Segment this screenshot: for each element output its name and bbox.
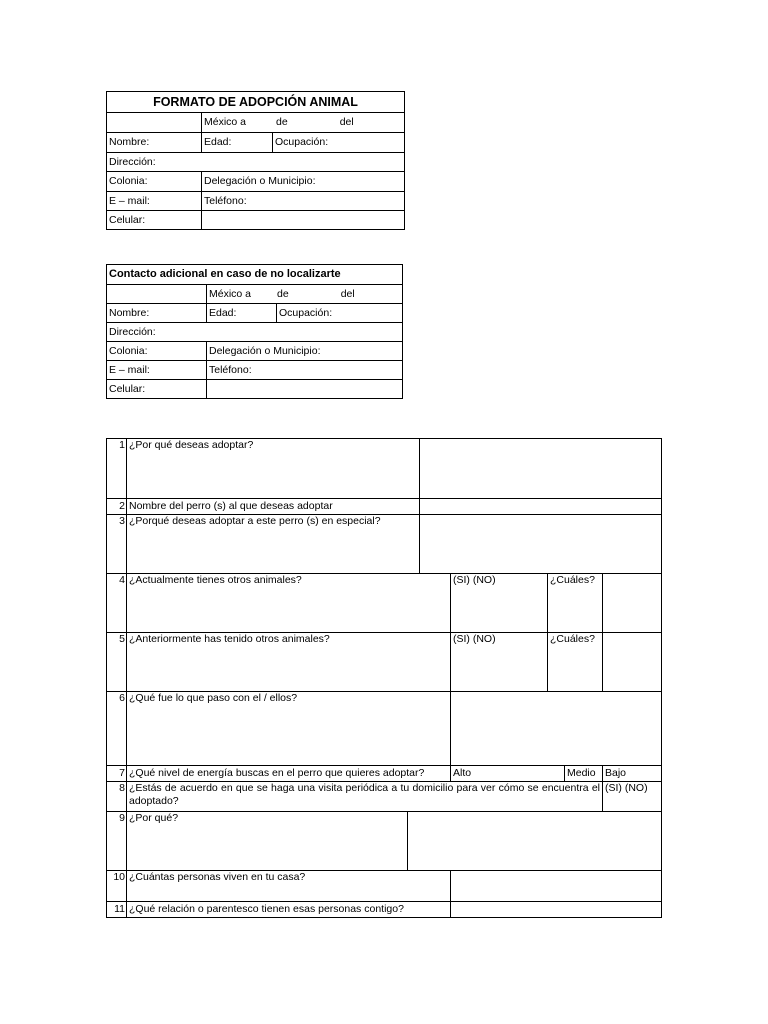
ocupacion-label[interactable]: Ocupación: (273, 133, 405, 153)
question-number: 1 (107, 439, 127, 499)
date-mexico-label: México a (209, 287, 252, 300)
question-number: 4 (107, 574, 127, 633)
question-number: 5 (107, 633, 127, 692)
answer-field[interactable] (420, 439, 662, 499)
question-text: ¿Anteriormente has tenido otros animales? (127, 633, 451, 692)
date-de-label: de (276, 116, 288, 128)
question-number: 6 (107, 692, 127, 766)
question-number: 11 (107, 902, 127, 918)
which-label: ¿Cuáles? (548, 633, 603, 692)
adoption-form-table (106, 91, 405, 230)
question-number: 3 (107, 515, 127, 574)
additional-contact-table (106, 264, 403, 399)
yes-no-choice[interactable]: (SI) (NO) (451, 574, 548, 633)
question-text: ¿Qué fue lo que paso con el / ellos? (127, 692, 451, 766)
email-label[interactable]: E – mail: (107, 192, 202, 211)
answer-field[interactable] (451, 692, 662, 766)
date-line (207, 285, 403, 304)
date-del-label: del (340, 287, 355, 300)
direccion-label[interactable]: Dirección: (107, 323, 403, 342)
edad-label[interactable]: Edad: (207, 304, 277, 323)
energy-bajo-option[interactable]: Bajo (603, 766, 662, 782)
question-number: 2 (107, 499, 127, 515)
colonia-label[interactable]: Colonia: (107, 342, 207, 361)
nombre-label[interactable]: Nombre: (107, 304, 207, 323)
question-text: ¿Por qué deseas adoptar? (127, 439, 420, 499)
form-title: FORMATO DE ADOPCIÓN ANIMAL (107, 92, 405, 113)
answer-field[interactable] (603, 574, 662, 633)
edad-label[interactable]: Edad: (202, 133, 273, 153)
question-text: ¿Por qué? (127, 812, 408, 871)
nombre-label[interactable]: Nombre: (107, 133, 202, 153)
celular-label[interactable]: Celular: (107, 211, 202, 230)
colonia-label[interactable]: Colonia: (107, 172, 202, 192)
answer-field[interactable] (420, 515, 662, 574)
question-number: 9 (107, 812, 127, 871)
blank-cell (107, 113, 202, 133)
questionnaire-table (106, 438, 662, 918)
answer-field[interactable] (451, 871, 662, 902)
date-mexico-label: México a (204, 116, 247, 128)
question-text: ¿Estás de acuerdo en que se haga una visita periódica a tu domicilio para ver cómo se encuentra el adoptado? (127, 782, 603, 812)
question-number: 10 (107, 871, 127, 902)
celular-field[interactable] (202, 211, 405, 230)
direccion-label[interactable]: Dirección: (107, 153, 405, 172)
answer-field[interactable] (603, 633, 662, 692)
celular-field[interactable] (207, 380, 403, 399)
ocupacion-label[interactable]: Ocupación: (277, 304, 403, 323)
question-text: ¿Porqué deseas adoptar a este perro (s) en especial? (127, 515, 420, 574)
yes-no-choice[interactable]: (SI) (NO) (603, 782, 662, 812)
blank-cell (107, 285, 207, 304)
telefono-label[interactable]: Teléfono: (202, 192, 405, 211)
delegacion-label[interactable]: Delegación o Municipio: (207, 342, 403, 361)
which-label: ¿Cuáles? (548, 574, 603, 633)
date-del-label: del (339, 116, 354, 128)
additional-contact-title: Contacto adicional en caso de no localizarte (107, 265, 403, 285)
question-text: ¿Actualmente tienes otros animales? (127, 574, 451, 633)
delegacion-label[interactable]: Delegación o Municipio: (202, 172, 405, 192)
date-line (202, 113, 405, 133)
answer-field[interactable] (420, 499, 662, 515)
question-text: Nombre del perro (s) al que deseas adoptar (127, 499, 420, 515)
answer-field[interactable] (408, 812, 662, 871)
telefono-label[interactable]: Teléfono: (207, 361, 403, 380)
email-label[interactable]: E – mail: (107, 361, 207, 380)
yes-no-choice[interactable]: (SI) (NO) (451, 633, 548, 692)
question-number: 8 (107, 782, 127, 812)
date-de-label: de (277, 287, 289, 300)
energy-medio-option[interactable]: Medio (565, 766, 603, 782)
celular-label[interactable]: Celular: (107, 380, 207, 399)
question-text: ¿Qué relación o parentesco tienen esas personas contigo? (127, 902, 451, 918)
question-text: ¿Cuántas personas viven en tu casa? (127, 871, 451, 902)
energy-alto-option[interactable]: Alto (451, 766, 565, 782)
answer-field[interactable] (451, 902, 662, 918)
question-number: 7 (107, 766, 127, 782)
question-text: ¿Qué nivel de energía buscas en el perro que quieres adoptar? (127, 766, 451, 782)
